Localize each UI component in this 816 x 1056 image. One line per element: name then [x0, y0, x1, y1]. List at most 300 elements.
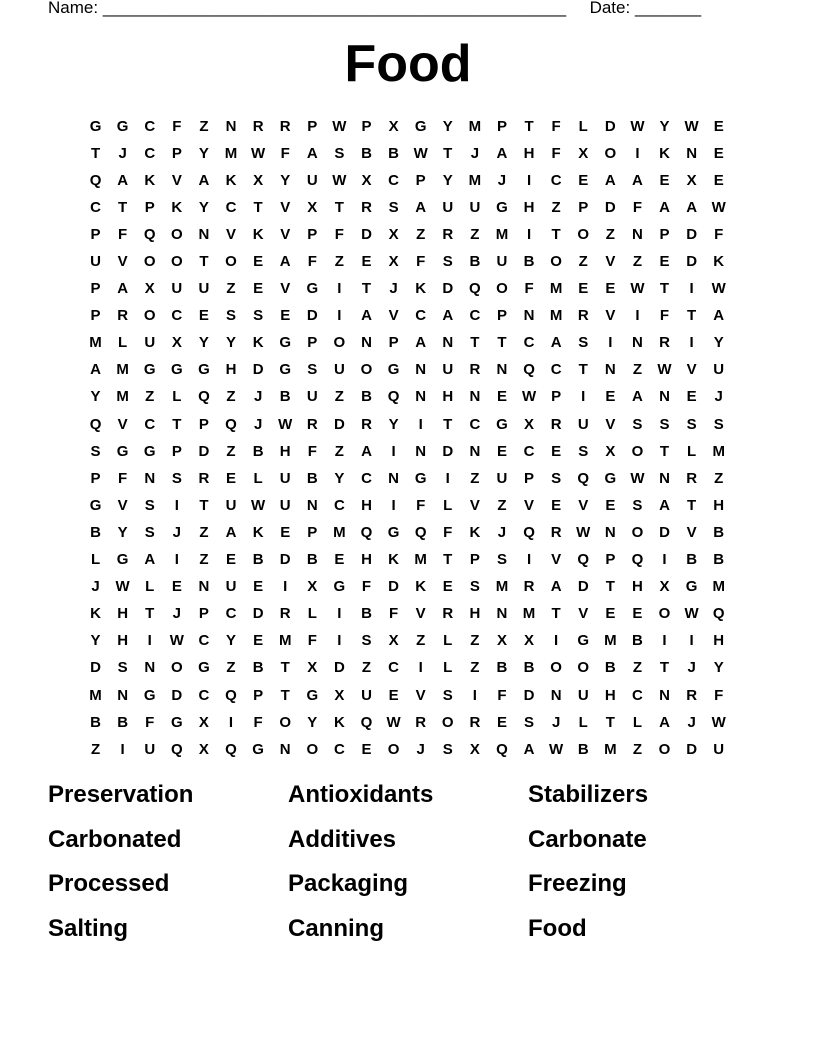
grid-letter[interactable]: D [171, 686, 183, 704]
grid-letter[interactable]: N [469, 388, 481, 406]
grid-letter[interactable]: A [442, 307, 454, 325]
grid-letter[interactable]: L [118, 334, 128, 352]
grid-letter[interactable]: S [144, 523, 155, 541]
grid-letter[interactable]: S [117, 659, 128, 677]
grid-letter[interactable]: D [306, 307, 318, 325]
grid-letter[interactable]: I [283, 578, 288, 596]
grid-letter[interactable]: V [686, 523, 697, 541]
grid-letter[interactable]: Q [89, 415, 102, 433]
grid-letter[interactable]: L [632, 713, 642, 731]
grid-letter[interactable]: D [577, 578, 589, 596]
grid-letter[interactable]: D [686, 225, 698, 243]
grid-letter[interactable]: I [608, 334, 613, 352]
grid-letter[interactable]: Z [632, 361, 642, 379]
grid-letter[interactable]: Z [416, 225, 426, 243]
grid-letter[interactable]: O [496, 280, 508, 298]
grid-letter[interactable]: K [252, 225, 264, 243]
grid-letter[interactable]: R [442, 605, 454, 623]
grid-letter[interactable]: A [523, 740, 535, 758]
grid-letter[interactable]: F [714, 686, 724, 704]
grid-letter[interactable]: D [252, 605, 264, 623]
grid-letter[interactable]: B [90, 523, 101, 541]
grid-letter[interactable]: M [278, 632, 292, 650]
grid-letter[interactable]: Q [225, 740, 237, 758]
grid-letter[interactable]: C [225, 198, 237, 216]
grid-letter[interactable]: P [171, 144, 182, 162]
grid-letter[interactable]: E [605, 280, 616, 298]
grid-letter[interactable]: I [391, 442, 396, 460]
grid-letter[interactable]: B [713, 551, 725, 569]
grid-letter[interactable]: R [686, 469, 698, 487]
grid-letter[interactable]: Z [334, 253, 344, 271]
grid-letter[interactable]: Y [226, 632, 237, 650]
grid-letter[interactable]: D [333, 415, 345, 433]
grid-letter[interactable]: K [225, 171, 237, 189]
grid-letter[interactable]: W [115, 578, 130, 596]
grid-letter[interactable]: H [713, 632, 725, 650]
grid-letter[interactable]: D [198, 442, 210, 460]
grid-letter[interactable]: R [659, 334, 670, 352]
grid-letter[interactable]: D [604, 198, 616, 216]
grid-letter[interactable]: I [689, 280, 694, 298]
grid-letter[interactable]: C [469, 307, 481, 325]
grid-letter[interactable]: X [334, 686, 345, 704]
grid-letter[interactable]: S [253, 307, 264, 325]
grid-letter[interactable]: U [225, 578, 237, 596]
grid-letter[interactable]: F [280, 144, 290, 162]
grid-letter[interactable]: D [686, 253, 698, 271]
grid-letter[interactable]: L [307, 605, 317, 623]
grid-letter[interactable]: N [523, 307, 535, 325]
grid-letter[interactable]: G [116, 117, 129, 135]
grid-letter[interactable]: L [145, 578, 155, 596]
grid-letter[interactable]: N [415, 442, 427, 460]
grid-letter[interactable]: R [252, 117, 264, 135]
grid-letter[interactable]: E [496, 388, 507, 406]
grid-letter[interactable]: O [577, 225, 590, 243]
grid-letter[interactable]: U [442, 361, 454, 379]
grid-letter[interactable]: Z [334, 388, 344, 406]
grid-letter[interactable]: P [198, 605, 209, 623]
grid-letter[interactable]: V [280, 280, 291, 298]
grid-letter[interactable]: P [361, 117, 372, 135]
grid-letter[interactable]: I [337, 605, 342, 623]
grid-letter[interactable]: O [658, 605, 671, 623]
grid-letter[interactable]: E [442, 578, 453, 596]
grid-letter[interactable]: V [469, 496, 480, 514]
grid-letter[interactable]: W [413, 144, 428, 162]
grid-letter[interactable]: H [279, 442, 291, 460]
grid-letter[interactable]: Z [199, 523, 209, 541]
grid-letter[interactable]: D [659, 523, 670, 541]
grid-letter[interactable]: U [577, 686, 589, 704]
grid-letter[interactable]: E [659, 253, 670, 271]
grid-letter[interactable]: N [632, 334, 643, 352]
grid-letter[interactable]: B [577, 740, 589, 758]
grid-letter[interactable]: I [472, 686, 477, 704]
grid-letter[interactable]: I [174, 551, 179, 569]
grid-letter[interactable]: B [117, 713, 129, 731]
grid-letter[interactable]: Z [226, 442, 236, 460]
grid-letter[interactable]: E [253, 280, 264, 298]
grid-letter[interactable]: P [307, 117, 318, 135]
grid-letter[interactable]: U [279, 469, 291, 487]
grid-letter[interactable]: N [225, 117, 237, 135]
grid-letter[interactable]: J [253, 388, 263, 406]
grid-letter[interactable]: U [442, 198, 454, 216]
grid-letter[interactable]: F [524, 280, 534, 298]
grid-letter[interactable]: E [632, 605, 643, 623]
grid-letter[interactable]: F [307, 632, 317, 650]
grid-letter[interactable]: I [174, 496, 179, 514]
grid-letter[interactable]: N [686, 144, 698, 162]
grid-letter[interactable]: K [469, 523, 481, 541]
grid-letter[interactable]: G [306, 686, 319, 704]
grid-letter[interactable]: G [279, 361, 292, 379]
grid-letter[interactable]: P [307, 225, 318, 243]
grid-letter[interactable]: V [686, 361, 697, 379]
grid-letter[interactable]: W [332, 117, 347, 135]
grid-letter[interactable]: T [361, 280, 372, 298]
grid-letter[interactable]: Y [280, 171, 291, 189]
grid-letter[interactable]: G [604, 469, 617, 487]
grid-letter[interactable]: Z [551, 198, 561, 216]
grid-letter[interactable]: U [496, 469, 508, 487]
grid-letter[interactable]: C [198, 686, 210, 704]
grid-letter[interactable]: K [144, 171, 156, 189]
grid-letter[interactable]: K [415, 578, 427, 596]
grid-letter[interactable]: D [604, 117, 616, 135]
grid-letter[interactable]: P [253, 686, 264, 704]
grid-letter[interactable]: F [253, 713, 263, 731]
grid-letter[interactable]: G [306, 280, 319, 298]
grid-letter[interactable]: E [551, 442, 562, 460]
grid-letter[interactable]: B [523, 253, 535, 271]
grid-letter[interactable]: B [523, 659, 535, 677]
grid-letter[interactable]: J [470, 144, 480, 162]
grid-letter[interactable]: E [578, 171, 589, 189]
grid-letter[interactable]: I [635, 307, 640, 325]
grid-letter[interactable]: N [442, 334, 454, 352]
grid-letter[interactable]: K [415, 280, 427, 298]
grid-letter[interactable]: T [443, 415, 453, 433]
grid-letter[interactable]: W [386, 713, 401, 731]
grid-letter[interactable]: S [442, 740, 453, 758]
grid-letter[interactable]: X [578, 144, 589, 162]
grid-letter[interactable]: O [550, 659, 562, 677]
grid-letter[interactable]: G [279, 334, 292, 352]
grid-letter[interactable]: O [387, 740, 400, 758]
grid-letter[interactable]: Z [470, 632, 480, 650]
grid-letter[interactable]: C [144, 117, 156, 135]
grid-letter[interactable]: E [496, 713, 507, 731]
grid-letter[interactable]: F [659, 307, 670, 325]
grid-letter[interactable]: C [361, 469, 372, 487]
grid-letter[interactable]: C [333, 496, 345, 514]
grid-letter[interactable]: A [90, 361, 101, 379]
grid-letter[interactable]: O [658, 740, 671, 758]
grid-letter[interactable]: Q [712, 605, 725, 623]
grid-letter[interactable]: A [279, 253, 291, 271]
grid-letter[interactable]: J [172, 605, 181, 623]
grid-letter[interactable]: V [605, 307, 616, 325]
grid-letter[interactable]: D [388, 578, 399, 596]
grid-letter[interactable]: N [632, 225, 643, 243]
grid-letter[interactable]: Q [170, 740, 183, 758]
grid-letter[interactable]: R [469, 713, 481, 731]
grid-letter[interactable]: B [604, 659, 616, 677]
grid-letter[interactable]: U [306, 388, 318, 406]
grid-letter[interactable]: N [361, 334, 372, 352]
grid-letter[interactable]: P [307, 523, 318, 541]
grid-letter[interactable]: A [632, 388, 643, 406]
grid-letter[interactable]: H [117, 605, 129, 623]
grid-letter[interactable]: T [443, 144, 453, 162]
grid-letter[interactable]: Z [632, 740, 642, 758]
grid-letter[interactable]: X [253, 171, 264, 189]
grid-letter[interactable]: V [551, 551, 562, 569]
grid-letter[interactable]: Z [361, 659, 372, 677]
grid-letter[interactable]: Q [225, 415, 237, 433]
grid-letter[interactable]: Y [334, 469, 345, 487]
grid-letter[interactable]: P [198, 415, 209, 433]
grid-letter[interactable]: Y [442, 117, 453, 135]
grid-letter[interactable]: S [442, 686, 453, 704]
grid-letter[interactable]: V [388, 307, 399, 325]
grid-letter[interactable]: Z [199, 117, 209, 135]
grid-letter[interactable]: A [713, 307, 725, 325]
grid-letter[interactable]: G [252, 740, 264, 758]
grid-letter[interactable]: X [469, 740, 480, 758]
grid-letter[interactable]: F [551, 144, 561, 162]
grid-letter[interactable]: B [632, 632, 643, 650]
grid-letter[interactable]: O [550, 253, 562, 271]
grid-letter[interactable]: I [526, 225, 532, 243]
grid-letter[interactable]: K [90, 605, 101, 623]
grid-letter[interactable]: Z [470, 659, 480, 677]
grid-letter[interactable]: Z [714, 469, 724, 487]
grid-letter[interactable]: E [605, 388, 616, 406]
grid-letter[interactable]: S [90, 442, 101, 460]
grid-letter[interactable]: T [605, 578, 615, 596]
grid-letter[interactable]: G [333, 578, 346, 596]
grid-letter[interactable]: T [172, 415, 182, 433]
grid-letter[interactable]: M [333, 523, 346, 541]
grid-letter[interactable]: H [713, 496, 725, 514]
grid-letter[interactable]: Q [577, 551, 590, 569]
grid-letter[interactable]: I [418, 415, 423, 433]
grid-letter[interactable]: K [252, 334, 264, 352]
grid-letter[interactable]: W [521, 388, 537, 406]
grid-letter[interactable]: Q [89, 171, 102, 189]
grid-letter[interactable]: I [337, 632, 342, 650]
grid-letter[interactable]: M [116, 388, 129, 406]
grid-letter[interactable]: P [578, 198, 589, 216]
grid-letter[interactable]: D [279, 551, 291, 569]
grid-letter[interactable]: M [549, 307, 563, 325]
grid-letter[interactable]: D [442, 442, 454, 460]
grid-letter[interactable]: G [143, 361, 156, 379]
grid-letter[interactable]: S [226, 307, 237, 325]
grid-letter[interactable]: M [712, 442, 725, 460]
grid-letter[interactable]: F [632, 198, 642, 216]
grid-letter[interactable]: H [604, 686, 616, 704]
grid-letter[interactable]: G [387, 361, 400, 379]
grid-letter[interactable]: I [689, 632, 694, 650]
grid-letter[interactable]: F [334, 225, 344, 243]
grid-letter[interactable]: P [90, 469, 101, 487]
grid-letter[interactable]: P [307, 334, 318, 352]
grid-letter[interactable]: B [469, 253, 481, 271]
grid-letter[interactable]: N [659, 469, 670, 487]
grid-letter[interactable]: W [684, 605, 699, 623]
grid-letter[interactable]: I [662, 551, 667, 569]
grid-letter[interactable]: R [117, 307, 129, 325]
grid-letter[interactable]: R [686, 686, 698, 704]
grid-letter[interactable]: L [443, 496, 453, 514]
grid-letter[interactable]: Z [90, 740, 101, 758]
grid-letter[interactable]: X [524, 632, 535, 650]
grid-letter[interactable]: I [526, 171, 532, 189]
grid-letter[interactable]: V [415, 686, 426, 704]
grid-letter[interactable]: D [442, 280, 454, 298]
grid-letter[interactable]: J [389, 280, 398, 298]
grid-letter[interactable]: R [361, 198, 372, 216]
grid-letter[interactable]: A [361, 442, 372, 460]
grid-letter[interactable]: O [577, 659, 590, 677]
grid-letter[interactable]: G [116, 551, 129, 569]
grid-letter[interactable]: A [496, 144, 508, 162]
grid-letter[interactable]: N [659, 388, 670, 406]
grid-letter[interactable]: G [143, 686, 156, 704]
grid-letter[interactable]: T [145, 605, 155, 623]
grid-letter[interactable]: N [659, 686, 670, 704]
grid-letter[interactable]: P [90, 225, 101, 243]
grid-letter[interactable]: F [416, 253, 426, 271]
grid-letter[interactable]: C [415, 307, 427, 325]
grid-letter[interactable]: I [391, 496, 396, 514]
grid-letter[interactable]: Z [226, 388, 236, 406]
grid-letter[interactable]: R [523, 578, 535, 596]
grid-letter[interactable]: Z [226, 280, 236, 298]
grid-letter[interactable]: M [116, 361, 129, 379]
grid-letter[interactable]: B [361, 144, 372, 162]
grid-letter[interactable]: E [713, 144, 724, 162]
grid-letter[interactable]: X [307, 659, 318, 677]
grid-letter[interactable]: G [685, 578, 698, 596]
grid-letter[interactable]: Z [578, 253, 588, 271]
grid-letter[interactable]: E [605, 605, 616, 623]
grid-letter[interactable]: Y [713, 334, 724, 352]
grid-letter[interactable]: Z [199, 551, 209, 569]
grid-letter[interactable]: Z [632, 253, 642, 271]
grid-letter[interactable]: T [578, 361, 588, 379]
grid-letter[interactable]: N [604, 361, 616, 379]
grid-letter[interactable]: P [388, 334, 399, 352]
grid-letter[interactable]: B [279, 388, 291, 406]
grid-letter[interactable]: E [361, 740, 372, 758]
grid-letter[interactable]: S [578, 442, 589, 460]
grid-letter[interactable]: K [252, 523, 264, 541]
grid-letter[interactable]: N [550, 686, 562, 704]
grid-letter[interactable]: R [361, 415, 372, 433]
grid-letter[interactable]: D [361, 225, 372, 243]
grid-letter[interactable]: U [90, 253, 101, 271]
grid-letter[interactable]: I [147, 632, 152, 650]
grid-letter[interactable]: M [224, 144, 238, 162]
grid-letter[interactable]: Q [631, 551, 644, 569]
grid-letter[interactable]: L [172, 388, 182, 406]
grid-letter[interactable]: M [604, 632, 617, 650]
grid-letter[interactable]: W [657, 361, 672, 379]
grid-letter[interactable]: X [388, 225, 399, 243]
grid-letter[interactable]: G [89, 117, 102, 135]
grid-letter[interactable]: M [522, 605, 536, 623]
grid-letter[interactable]: J [91, 578, 100, 596]
grid-letter[interactable]: V [280, 198, 291, 216]
grid-letter[interactable]: V [280, 225, 291, 243]
grid-letter[interactable]: F [714, 225, 724, 243]
grid-letter[interactable]: V [415, 605, 426, 623]
grid-letter[interactable]: F [145, 713, 155, 731]
grid-letter[interactable]: X [198, 713, 209, 731]
grid-letter[interactable]: T [524, 117, 534, 135]
grid-letter[interactable]: P [551, 388, 562, 406]
grid-letter[interactable]: J [497, 523, 507, 541]
grid-letter[interactable]: G [170, 361, 183, 379]
grid-letter[interactable]: F [118, 469, 128, 487]
grid-letter[interactable]: U [713, 361, 725, 379]
grid-letter[interactable]: S [361, 632, 372, 650]
grid-letter[interactable]: U [225, 496, 237, 514]
grid-letter[interactable]: B [252, 659, 264, 677]
grid-letter[interactable]: V [605, 415, 616, 433]
grid-letter[interactable]: A [415, 198, 427, 216]
grid-letter[interactable]: Z [470, 225, 480, 243]
grid-letter[interactable]: V [524, 496, 535, 514]
grid-letter[interactable]: I [445, 469, 450, 487]
grid-letter[interactable]: X [144, 280, 155, 298]
grid-letter[interactable]: W [169, 632, 184, 650]
grid-letter[interactable]: V [117, 415, 128, 433]
grid-letter[interactable]: A [117, 280, 129, 298]
grid-letter[interactable]: Q [225, 686, 237, 704]
grid-letter[interactable]: Y [198, 144, 209, 162]
grid-letter[interactable]: J [687, 713, 696, 731]
grid-letter[interactable]: S [144, 496, 155, 514]
grid-letter[interactable]: C [469, 415, 481, 433]
grid-letter[interactable]: T [659, 659, 670, 677]
grid-letter[interactable]: A [117, 171, 129, 189]
grid-letter[interactable]: M [414, 551, 427, 569]
grid-letter[interactable]: D [333, 659, 345, 677]
grid-letter[interactable]: I [120, 740, 125, 758]
grid-letter[interactable]: U [577, 415, 589, 433]
grid-letter[interactable]: Z [416, 632, 426, 650]
grid-letter[interactable]: N [604, 523, 616, 541]
grid-letter[interactable]: E [253, 253, 264, 271]
grid-letter[interactable]: T [551, 225, 561, 243]
grid-letter[interactable]: T [443, 551, 453, 569]
grid-letter[interactable]: S [524, 713, 535, 731]
grid-letter[interactable]: P [496, 307, 507, 325]
grid-letter[interactable]: H [632, 578, 643, 596]
grid-letter[interactable]: H [469, 605, 481, 623]
grid-letter[interactable]: G [170, 713, 183, 731]
grid-letter[interactable]: M [495, 578, 509, 596]
grid-letter[interactable]: R [550, 415, 562, 433]
grid-letter[interactable]: I [337, 307, 342, 325]
